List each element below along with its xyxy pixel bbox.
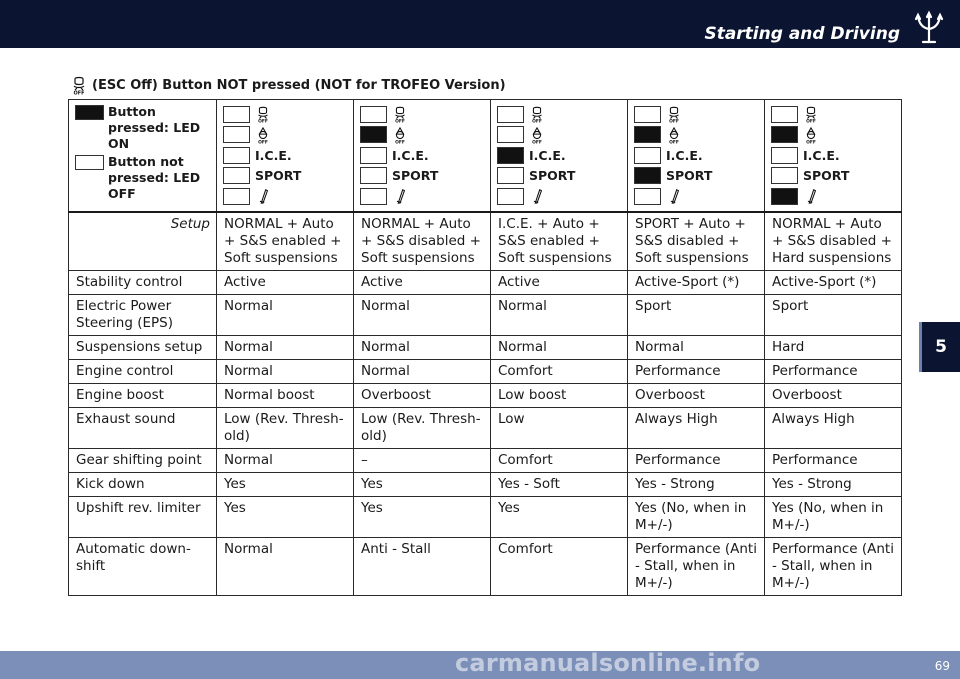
mode-button-label: SPORT xyxy=(255,168,302,184)
section-title: Starting and Driving xyxy=(704,24,900,44)
svg-text:OFF: OFF xyxy=(395,140,405,144)
svg-text:OFF: OFF xyxy=(395,119,405,124)
mode-button-sport xyxy=(634,166,758,187)
table-header-row xyxy=(69,100,902,213)
mode-button-ice xyxy=(497,145,621,166)
table-cell: Active-Sport (*) xyxy=(765,271,902,295)
svg-text:OFF: OFF xyxy=(258,140,268,144)
svg-text:OFF: OFF xyxy=(532,119,542,124)
mode-config-cell xyxy=(765,100,902,213)
table-cell: Normal xyxy=(217,360,354,384)
table-row xyxy=(69,384,902,408)
offroad-off-icon xyxy=(392,126,408,144)
offroad-off-icon xyxy=(529,126,545,144)
led-on-swatch xyxy=(771,188,798,205)
table-cell: Normal xyxy=(491,295,628,336)
table-cell: Performance xyxy=(628,449,765,473)
led-off-swatch xyxy=(771,167,798,184)
table-cell: Yes - Strong xyxy=(628,473,765,497)
mode-button-esc xyxy=(360,104,484,125)
table-cell: I.C.E. + Auto + S&S enabled + Soft suspensions xyxy=(491,212,628,271)
row-label: Setup xyxy=(69,212,217,271)
table-cell: Comfort xyxy=(491,360,628,384)
mode-button-offroad xyxy=(360,125,484,146)
esc-off-icon xyxy=(529,105,545,123)
table-row xyxy=(69,473,902,497)
table-row xyxy=(69,336,902,360)
page-number: 69 xyxy=(934,659,950,673)
led-off-swatch xyxy=(497,167,524,184)
table-cell: Yes xyxy=(217,497,354,538)
table-cell: Normal xyxy=(217,336,354,360)
table-cell: Yes - Soft xyxy=(491,473,628,497)
mode-button-label: I.C.E. xyxy=(255,147,292,163)
table-cell: Low boost xyxy=(491,384,628,408)
row-label: Automatic down-shift xyxy=(69,538,217,596)
esc-off-icon xyxy=(666,105,682,123)
page-header-bar xyxy=(0,0,960,48)
table-cell: SPORT + Auto + S&S disabled + Soft suspensions xyxy=(628,212,765,271)
offroad-off-icon xyxy=(666,126,682,144)
table-row xyxy=(69,212,902,271)
row-label: Electric Power Steering (EPS) xyxy=(69,295,217,336)
table-cell: Low xyxy=(491,408,628,449)
mode-button-manual xyxy=(634,186,758,207)
svg-text:OFF: OFF xyxy=(669,119,679,124)
led-on-swatch xyxy=(771,126,798,143)
led-off-swatch xyxy=(634,188,661,205)
row-label: Stability control xyxy=(69,271,217,295)
manual-shift-icon xyxy=(529,187,545,205)
row-label: Engine boost xyxy=(69,384,217,408)
table-cell: Performance xyxy=(765,360,902,384)
row-label: Engine control xyxy=(69,360,217,384)
mode-button-sport xyxy=(771,166,895,187)
table-cell: Normal xyxy=(217,295,354,336)
table-cell: Active xyxy=(491,271,628,295)
table-cell: Sport xyxy=(765,295,902,336)
svg-text:OFF: OFF xyxy=(73,90,85,95)
trident-logo-icon xyxy=(912,10,946,46)
mode-config-cell xyxy=(354,100,491,213)
led-off-swatch xyxy=(771,147,798,164)
mode-button-offroad xyxy=(497,125,621,146)
led-off-swatch xyxy=(771,106,798,123)
table-cell: Normal xyxy=(217,538,354,596)
mode-button-label: I.C.E. xyxy=(803,147,840,163)
mode-button-esc xyxy=(223,104,347,125)
mode-button-label: I.C.E. xyxy=(529,147,566,163)
mode-button-label: SPORT xyxy=(529,168,576,184)
mode-button-label: I.C.E. xyxy=(392,147,429,163)
table-row xyxy=(69,295,902,336)
legend-on: Button pressed: LED ON xyxy=(75,104,210,152)
table-cell: Low (Rev. Thresh-old) xyxy=(217,408,354,449)
led-legend-cell xyxy=(69,100,217,213)
table-row xyxy=(69,497,902,538)
table-cell: Low (Rev. Thresh-old) xyxy=(354,408,491,449)
svg-text:OFF: OFF xyxy=(806,119,816,124)
row-label: Upshift rev. limiter xyxy=(69,497,217,538)
led-off-swatch xyxy=(223,147,250,164)
mode-button-ice xyxy=(223,145,347,166)
table-row xyxy=(69,408,902,449)
table-heading-text: (ESC Off) Button NOT pressed (NOT for TROFEO Version) xyxy=(92,77,506,93)
table-cell: Yes - Strong xyxy=(765,473,902,497)
chapter-tab: 5 xyxy=(922,322,960,372)
table-cell: Anti - Stall xyxy=(354,538,491,596)
table-cell: Comfort xyxy=(491,449,628,473)
mode-button-label: SPORT xyxy=(666,168,713,184)
table-cell: Normal xyxy=(217,449,354,473)
offroad-off-icon xyxy=(803,126,819,144)
table-cell: NORMAL + Auto + S&S disabled + Hard suspensions xyxy=(765,212,902,271)
mode-config-cell xyxy=(628,100,765,213)
mode-button-offroad xyxy=(634,125,758,146)
row-label: Suspensions setup xyxy=(69,336,217,360)
table-cell: – xyxy=(354,449,491,473)
led-off-swatch xyxy=(497,188,524,205)
row-label: Exhaust sound xyxy=(69,408,217,449)
led-on-swatch xyxy=(497,147,524,164)
led-off-swatch xyxy=(360,188,387,205)
table-row xyxy=(69,449,902,473)
manual-shift-icon xyxy=(255,187,271,205)
mode-button-ice xyxy=(360,145,484,166)
manual-shift-icon xyxy=(666,187,682,205)
mode-button-sport xyxy=(360,166,484,187)
svg-text:OFF: OFF xyxy=(532,140,542,144)
table-heading xyxy=(70,75,506,95)
row-label: Gear shifting point xyxy=(69,449,217,473)
table-cell: Yes (No, when in M+/-) xyxy=(765,497,902,538)
led-off-swatch xyxy=(223,167,250,184)
table-cell: Overboost xyxy=(354,384,491,408)
led-off-swatch xyxy=(75,155,104,170)
table-cell: Normal xyxy=(628,336,765,360)
table-cell: Yes xyxy=(354,497,491,538)
esc-off-icon xyxy=(255,105,271,123)
table-cell: Sport xyxy=(628,295,765,336)
table-cell: Performance xyxy=(628,360,765,384)
mode-button-sport xyxy=(223,166,347,187)
table-cell: Performance xyxy=(765,449,902,473)
page-footer-bar xyxy=(0,651,960,679)
led-off-swatch xyxy=(360,147,387,164)
table-cell: Always High xyxy=(628,408,765,449)
svg-text:OFF: OFF xyxy=(806,140,816,144)
mode-button-manual xyxy=(360,186,484,207)
mode-button-offroad xyxy=(223,125,347,146)
mode-button-sport xyxy=(497,166,621,187)
led-on-swatch xyxy=(75,105,104,120)
mode-button-ice xyxy=(634,145,758,166)
table-row xyxy=(69,360,902,384)
table-cell: Active xyxy=(217,271,354,295)
table-cell: Performance (Anti - Stall, when in M+/-) xyxy=(765,538,902,596)
row-label: Kick down xyxy=(69,473,217,497)
mode-button-manual xyxy=(223,186,347,207)
led-off-swatch xyxy=(497,126,524,143)
mode-button-esc xyxy=(634,104,758,125)
esc-off-icon xyxy=(70,75,88,95)
led-off-swatch xyxy=(223,126,250,143)
table-cell: Yes xyxy=(491,497,628,538)
mode-button-label: I.C.E. xyxy=(666,147,703,163)
manual-shift-icon xyxy=(392,187,408,205)
led-off-swatch xyxy=(634,147,661,164)
table-cell: Yes xyxy=(354,473,491,497)
esc-off-icon xyxy=(392,105,408,123)
mode-button-label: SPORT xyxy=(803,168,850,184)
table-cell: Normal xyxy=(491,336,628,360)
led-off-swatch xyxy=(223,188,250,205)
led-on-swatch xyxy=(634,126,661,143)
led-on-swatch xyxy=(634,167,661,184)
svg-text:OFF: OFF xyxy=(669,140,679,144)
table-cell: Normal xyxy=(354,360,491,384)
mode-config-cell xyxy=(217,100,354,213)
table-cell: Yes xyxy=(217,473,354,497)
table-cell: NORMAL + Auto + S&S enabled + Soft suspensions xyxy=(217,212,354,271)
led-off-swatch xyxy=(223,106,250,123)
table-cell: Comfort xyxy=(491,538,628,596)
table-row xyxy=(69,538,902,596)
table-cell: Normal xyxy=(354,295,491,336)
manual-shift-icon xyxy=(803,187,819,205)
mode-button-offroad xyxy=(771,125,895,146)
led-off-swatch xyxy=(497,106,524,123)
table-cell: Overboost xyxy=(765,384,902,408)
esc-off-icon xyxy=(803,105,819,123)
table-cell: Normal boost xyxy=(217,384,354,408)
drive-modes-table xyxy=(68,99,902,596)
table-cell: Hard xyxy=(765,336,902,360)
led-off-swatch xyxy=(634,106,661,123)
table-cell: Performance (Anti - Stall, when in M+/-) xyxy=(628,538,765,596)
mode-config-cell xyxy=(491,100,628,213)
svg-text:OFF: OFF xyxy=(258,119,268,124)
mode-button-esc xyxy=(497,104,621,125)
table-cell: Yes (No, when in M+/-) xyxy=(628,497,765,538)
table-cell: Overboost xyxy=(628,384,765,408)
mode-button-manual xyxy=(771,186,895,207)
table-cell: Active-Sport (*) xyxy=(628,271,765,295)
table-cell: NORMAL + Auto + S&S disabled + Soft suspensions xyxy=(354,212,491,271)
mode-button-label: SPORT xyxy=(392,168,439,184)
led-off-swatch xyxy=(360,167,387,184)
mode-button-esc xyxy=(771,104,895,125)
led-off-swatch xyxy=(360,106,387,123)
table-row xyxy=(69,271,902,295)
watermark: carmanualsonline.info xyxy=(455,649,761,677)
mode-button-ice xyxy=(771,145,895,166)
led-on-swatch xyxy=(360,126,387,143)
mode-button-manual xyxy=(497,186,621,207)
table-cell: Active xyxy=(354,271,491,295)
table-cell: Normal xyxy=(354,336,491,360)
offroad-off-icon xyxy=(255,126,271,144)
legend-off: Button not pressed: LED OFF xyxy=(75,154,210,202)
table-cell: Always High xyxy=(765,408,902,449)
